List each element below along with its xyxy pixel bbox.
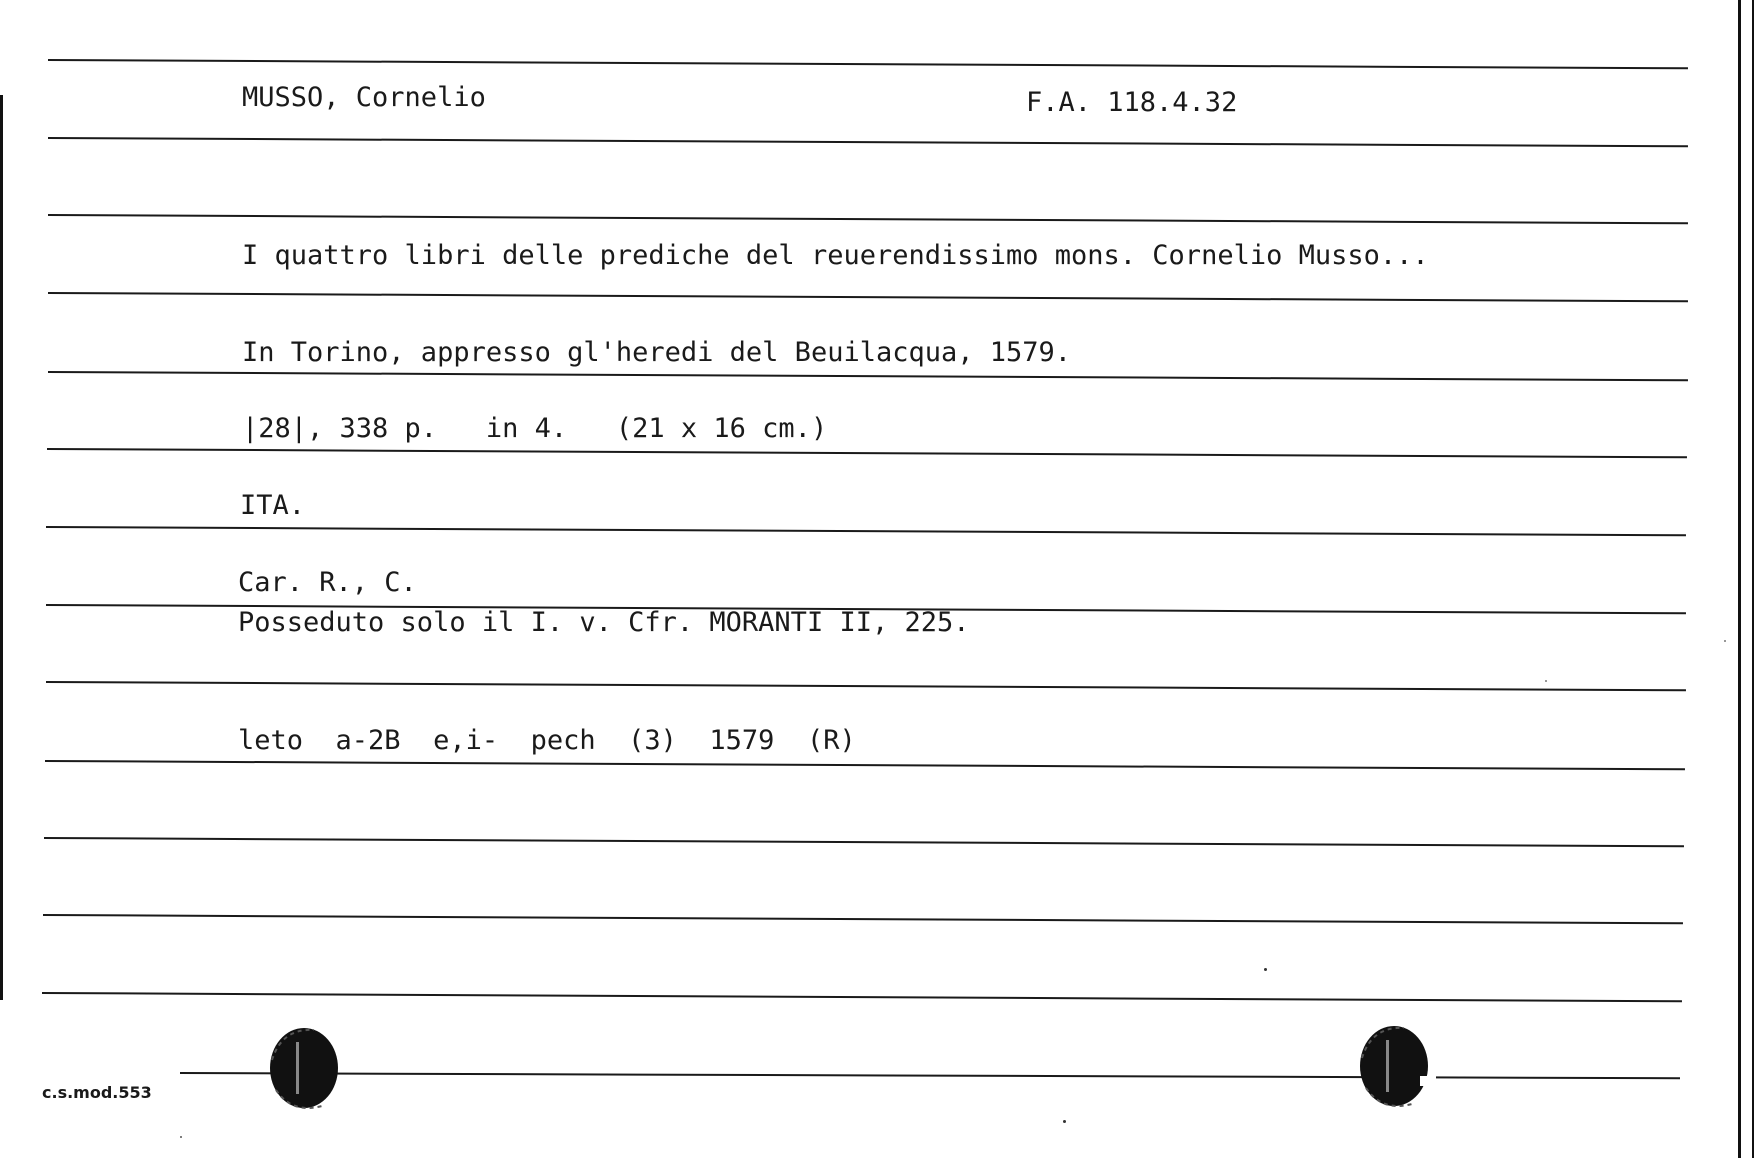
ruled-line	[48, 371, 1688, 381]
speck	[1063, 1120, 1066, 1123]
fingerprint-field: leto a-2B e,i- pech (3) 1579 (R)	[238, 725, 856, 756]
ruled-line	[42, 992, 1682, 1002]
speck	[1545, 680, 1547, 682]
title-field: I quattro libri delle prediche del reuerendissimo mons. Cornelio Musso...	[242, 240, 1429, 271]
punch-hole-right	[1352, 1018, 1436, 1112]
ruled-line	[45, 760, 1685, 770]
ruled-line	[48, 137, 1688, 147]
author-heading: MUSSO, Cornelio	[242, 82, 486, 113]
ruled-line-bottom	[180, 1072, 1680, 1079]
provenance-field: Car. R., C.	[238, 567, 417, 598]
left-edge-line	[0, 95, 3, 1000]
ruled-line	[48, 214, 1688, 224]
right-edge-line	[1738, 0, 1741, 1158]
punch-hole-left	[262, 1020, 346, 1114]
shelfmark: F.A. 118.4.32	[1026, 87, 1238, 118]
note-field: Posseduto solo il I. v. Cfr. MORANTI II, 225.	[238, 607, 970, 638]
language-field: ITA.	[240, 490, 306, 521]
imprint-field: In Torino, appresso gl'heredi del Beuilacqua, 1579.	[242, 337, 1072, 368]
ruled-line	[46, 526, 1686, 536]
form-code: c.s.mod.553	[42, 1083, 152, 1102]
speck	[1724, 640, 1726, 642]
collation-field: |28|, 338 p. in 4. (21 x 16 cm.)	[242, 413, 828, 444]
ruled-line	[44, 837, 1684, 847]
speck	[180, 1136, 182, 1138]
ruled-line	[43, 914, 1683, 924]
ruled-line	[48, 59, 1688, 69]
ruled-line	[48, 292, 1688, 302]
ruled-line	[46, 681, 1686, 691]
speck	[1264, 968, 1267, 971]
ruled-line	[47, 448, 1687, 458]
right-edge-line-outer	[1752, 0, 1754, 1158]
